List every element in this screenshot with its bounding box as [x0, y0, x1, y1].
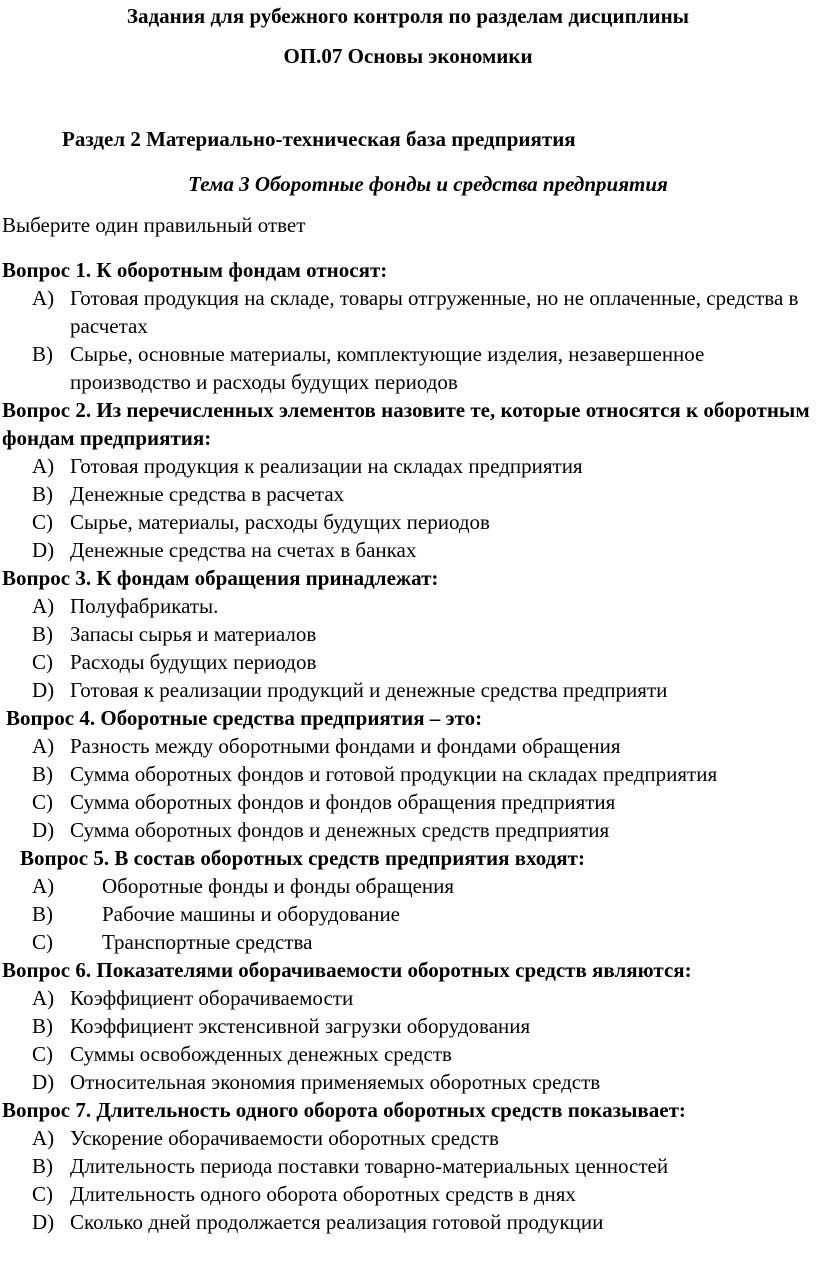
answer-option [2, 1180, 814, 1208]
answer-letter: A) [32, 734, 55, 758]
answer-option [2, 592, 814, 620]
answer-text: Денежные средства в расчетах [70, 482, 345, 506]
question-text: Вопрос 7. Длительность одного оборота оборотных средств показывает: [2, 1098, 686, 1122]
answer-option [2, 536, 814, 564]
answer-list [2, 872, 814, 956]
answer-text: Коэффициент оборачиваемости [70, 986, 354, 1010]
answer-letter: A) [32, 986, 55, 1010]
answer-text: Разность между оборотными фондами и фондами обращения [70, 734, 621, 758]
answer-text: Сумма оборотных фондов и фондов обращения предприятия [70, 790, 616, 814]
answer-option [2, 816, 814, 844]
answer-letter: D) [32, 678, 55, 702]
answer-letter: D) [32, 818, 55, 842]
discipline-title: ОП.07 Основы экономики [283, 44, 533, 68]
answer-option [2, 732, 814, 760]
answer-letter: C) [32, 1182, 53, 1206]
answer-letter: C) [32, 790, 53, 814]
answer-letter: D) [32, 538, 55, 562]
answer-option [2, 676, 814, 704]
answer-letter: A) [32, 594, 55, 618]
answer-text: Оборотные фонды и фонды обращения [102, 874, 455, 898]
answer-option [2, 788, 814, 816]
question-text: Вопрос 6. Показателями оборачиваемости оборотных средств являются: [2, 958, 692, 982]
answer-text: Запасы сырья и материалов [70, 622, 317, 646]
section-heading: Раздел 2 Материально-техническая база предприятия [62, 127, 576, 151]
answer-letter: B) [32, 902, 53, 926]
answer-letter: A) [32, 874, 55, 898]
answer-letter: C) [32, 1042, 53, 1066]
question-text: Вопрос 4. Оборотные средства предприятия – это: [6, 706, 483, 730]
answer-text: Денежные средства на счетах в банках [70, 538, 417, 562]
answer-text: Рабочие машины и оборудование [102, 902, 400, 926]
answer-option [2, 984, 814, 1012]
answer-option [2, 508, 814, 536]
answer-text: Сумма оборотных фондов и денежных средств предприятия [70, 818, 610, 842]
answer-letter: A) [32, 1126, 55, 1150]
answer-option [2, 1124, 814, 1152]
answer-option [2, 928, 814, 956]
answer-text: Сколько дней продолжается реализация готовой продукции [70, 1210, 604, 1234]
answer-list [2, 452, 814, 564]
answer-text: Относительная экономия применяемых оборотных средств [70, 1070, 601, 1094]
answer-text: Транспортные средства [102, 930, 313, 954]
question-text: Вопрос 5. В состав оборотных средств предприятия входят: [20, 846, 585, 870]
answer-option [2, 648, 814, 676]
answer-list [2, 592, 814, 704]
answer-text: Коэффициент экстенсивной загрузки оборудования [70, 1014, 531, 1038]
answer-text: Длительность периода поставки товарно-материальных ценностей [70, 1154, 669, 1178]
answer-list [2, 1124, 814, 1236]
answer-option [2, 620, 814, 648]
answer-letter: B) [32, 1014, 53, 1038]
answer-option [2, 760, 814, 788]
answer-option [2, 340, 814, 396]
answer-list [2, 284, 814, 396]
answer-text: Готовая продукция на складе, товары отгруженные, но не оплаченные, средства в расчетах [70, 286, 799, 338]
answer-text: Сырье, материалы, расходы будущих периодов [70, 510, 490, 534]
answer-letter: C) [32, 650, 53, 674]
answer-letter: D) [32, 1210, 55, 1234]
question-3 [2, 564, 814, 704]
answer-letter: B) [32, 622, 53, 646]
answer-text: Ускорение оборачиваемости оборотных средств [70, 1126, 499, 1150]
answer-letter: C) [32, 510, 53, 534]
answer-text: Сумма оборотных фондов и готовой продукции на складах предприятия [70, 762, 718, 786]
answer-text: Сырье, основные материалы, комплектующие изделия, незавершенное производство и расходы будущих периодов [70, 342, 705, 394]
question-4 [2, 704, 814, 844]
answer-letter: A) [32, 286, 55, 310]
answer-option [2, 1152, 814, 1180]
answer-text: Готовая к реализации продукций и денежные средства предприяти [70, 678, 668, 702]
answer-letter: B) [32, 342, 53, 366]
answer-list [2, 732, 814, 844]
question-1 [2, 256, 814, 396]
answer-option [2, 284, 814, 340]
question-2 [2, 396, 814, 564]
answer-letter: D) [32, 1070, 55, 1094]
question-6 [2, 956, 814, 1096]
answer-letter: A) [32, 454, 55, 478]
answer-text: Расходы будущих периодов [70, 650, 317, 674]
question-list [2, 256, 814, 1236]
answer-option [2, 452, 814, 480]
answer-letter: B) [32, 762, 53, 786]
answer-letter: B) [32, 482, 53, 506]
answer-text: Суммы освобожденных денежных средств [70, 1042, 452, 1066]
question-text: Вопрос 3. К фондам обращения принадлежат: [2, 566, 439, 590]
answer-text: Готовая продукция к реализации на складах предприятия [70, 454, 583, 478]
question-text: Вопрос 2. Из перечисленных элементов назовите те, которые относятся к оборотным фондам предприятия: [2, 398, 810, 450]
answer-option [2, 900, 814, 928]
answer-option [2, 1208, 814, 1236]
document-title: Задания для рубежного контроля по разделам дисциплины [126, 4, 690, 28]
question-text: Вопрос 1. К оборотным фондам относят: [2, 258, 388, 282]
answer-option [2, 1068, 814, 1096]
answer-letter: B) [32, 1154, 53, 1178]
instruction-text: Выберите один правильный ответ [2, 213, 306, 237]
answer-option [2, 872, 814, 900]
answer-option [2, 1040, 814, 1068]
answer-option [2, 1012, 814, 1040]
answer-text: Полуфабрикаты. [70, 594, 219, 618]
answer-option [2, 480, 814, 508]
answer-letter: C) [32, 930, 53, 954]
question-5 [2, 844, 814, 956]
topic-heading: Тема 3 Оборотные фонды и средства предприятия [188, 172, 668, 196]
answer-text: Длительность одного оборота оборотных средств в днях [70, 1182, 576, 1206]
answer-list [2, 984, 814, 1096]
question-7 [2, 1096, 814, 1236]
